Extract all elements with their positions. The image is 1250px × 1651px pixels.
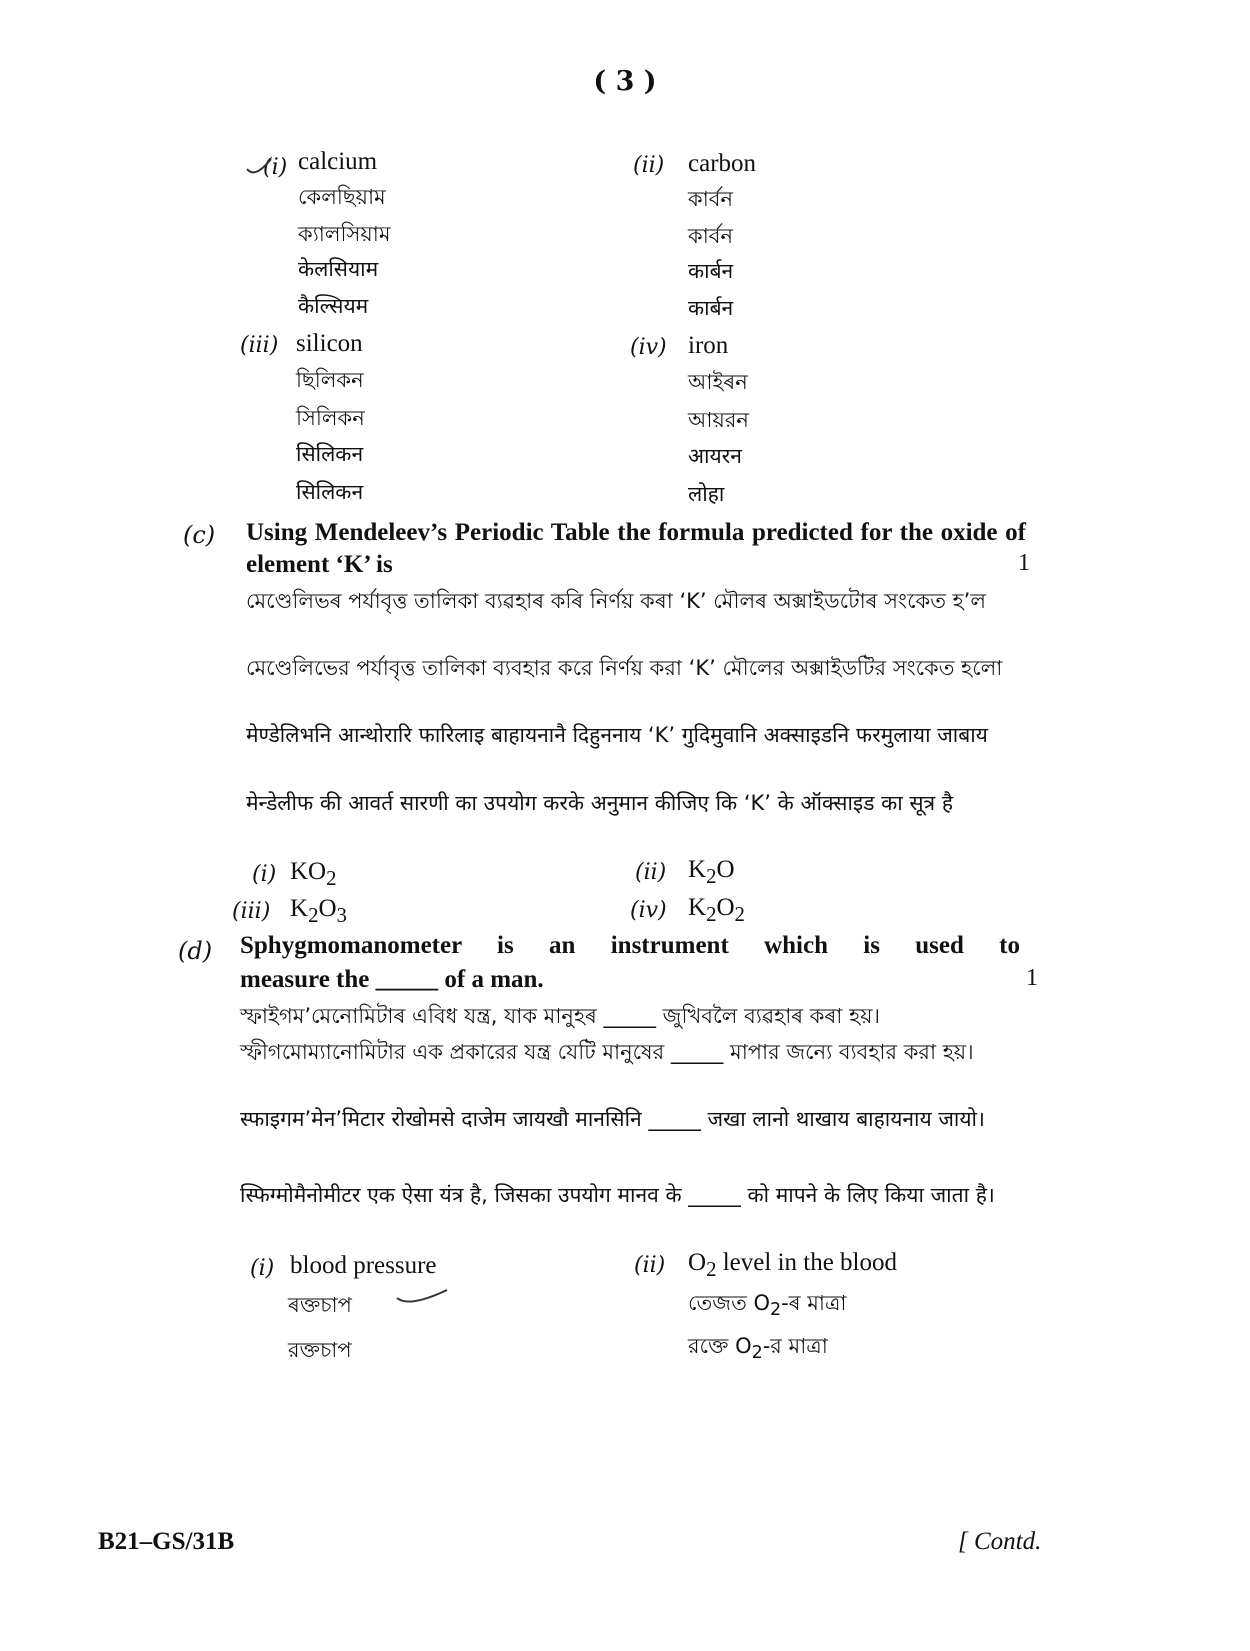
option-hindi: सिलिकन bbox=[296, 480, 364, 504]
question-label: (d) bbox=[178, 937, 213, 965]
question-text-english: Using Mendeleev’s Periodic Table the formula predicted for the oxide of element ‘K’ is bbox=[246, 519, 1026, 578]
marks: 1 bbox=[1026, 965, 1038, 991]
option-label: (iii) bbox=[232, 899, 271, 924]
option-hindi: लोहा bbox=[688, 482, 725, 506]
option-bodo: कार्बन bbox=[688, 259, 734, 283]
option-english: iron bbox=[688, 332, 729, 359]
option-label: (i) bbox=[263, 155, 288, 180]
option-bengali: ক্যালসিয়াম bbox=[298, 222, 391, 246]
option-bodo: आयरन bbox=[688, 444, 742, 468]
option-hindi: कार्बन bbox=[688, 296, 734, 320]
checkmark-icon bbox=[395, 1288, 451, 1310]
page-number: ( 3 ) bbox=[593, 66, 657, 97]
continued-note: [ Contd. bbox=[958, 1528, 1042, 1555]
option-label: (i) bbox=[252, 862, 277, 887]
question-text-hindi: स्फिग्मोमैनोमीटर एक ऐसा यंत्र है, जिसका उपयोग मानव के _____ को मापने के लिए किया जाता है। bbox=[240, 1183, 995, 1207]
option-bodo: केलसियाम bbox=[298, 257, 379, 281]
question-text-bodo: स्फाइगम’मेन’मिटार रोखोमसे दाजेम जायखौ मानसिनि _____ जखा लानो थाखाय बाहायनाय जायो। bbox=[240, 1107, 985, 1131]
option-formula: $K_2O$ bbox=[688, 856, 735, 888]
option-assamese: কেলছিয়াম bbox=[298, 185, 386, 209]
option-label: (ii) bbox=[635, 860, 667, 885]
question-text-bengali: স্ফীগমোম্যানোমিটার এক প্রকারের যন্ত্র যেটি মানুষের _____ মাপার জন্যে ব্যবহার করা হয়। bbox=[240, 1040, 974, 1064]
marks: 1 bbox=[1018, 550, 1030, 576]
option-bodo: सिलिकन bbox=[296, 442, 364, 466]
option-bengali: সিলিকন bbox=[296, 406, 365, 430]
option-formula: $K_2O_2$ bbox=[688, 894, 745, 926]
option-english: silicon bbox=[296, 330, 363, 357]
option-bengali: আয়রন bbox=[688, 408, 749, 432]
option-label: (ii) bbox=[633, 153, 665, 178]
option-hindi: कैल्सियम bbox=[298, 294, 369, 318]
question-text-assamese: স্ফাইগম’মেনোমিটাৰ এবিধ যন্ত্ৰ, যাক মানুহৰ _____ জুখিবলৈ ব্যৱহাৰ কৰা হয়। bbox=[240, 1004, 880, 1028]
question-text-bodo: मेण्डेलिभनि आन्थोरारि फारिलाइ बाहायनानै दिहुननाय ‘K’ गुदिमुवानि अक्साइडनि फरमुलाया जाबाय bbox=[246, 723, 988, 747]
option-formula: $KO_2$ bbox=[290, 858, 337, 890]
question-text-english-line1: Sphygmomanometer is an instrument which is used to bbox=[240, 932, 1020, 959]
option-label: (iv) bbox=[630, 898, 667, 923]
option-assamese: ছিলিকন bbox=[296, 368, 364, 392]
option-bengali: কার্বন bbox=[688, 224, 734, 248]
checkmark-icon bbox=[245, 155, 275, 181]
option-label: (ii) bbox=[634, 1253, 666, 1278]
option-assamese: তেজত $O_2-ৰ$ মাত্ৰা bbox=[688, 1291, 847, 1321]
option-english: calcium bbox=[298, 148, 378, 175]
question-text-english-line2: measure the _____ of a man. bbox=[240, 966, 544, 993]
option-label: (i) bbox=[250, 1256, 275, 1281]
option-assamese: কাৰ্বন bbox=[688, 187, 734, 211]
option-bengali: রক্তচাপ bbox=[288, 1338, 352, 1362]
option-assamese: আইৰন bbox=[688, 370, 748, 394]
paper-code: B21–GS/31B bbox=[98, 1528, 235, 1555]
option-bengali: রক্তে $O_2-র$ মাত্রা bbox=[688, 1334, 828, 1364]
option-english: blood pressure bbox=[290, 1252, 437, 1279]
question-text-hindi: मेन्डेलीफ की आवर्त सारणी का उपयोग करके अनुमान कीजिए कि ‘K’ के ऑक्साइड का सूत्र है bbox=[246, 791, 953, 815]
option-english: $O_2$ level in the blood bbox=[688, 1249, 898, 1281]
question-label: (c) bbox=[183, 521, 216, 549]
question-text-bengali: মেণ্ডেলিভের পর্যাবৃত্ত তালিকা ব্যবহার করে নির্ণয় করা ‘K’ মৌলের অক্সাইডটির সংকেত হলো bbox=[246, 656, 1003, 680]
question-text-assamese: মেণ্ডেলিভৰ পৰ্যাবৃত্ত তালিকা ব্যৱহাৰ কৰি নিৰ্ণয় কৰা ‘K’ মৌলৰ অক্সাইডটোৰ সংকেত হ’ল bbox=[246, 589, 986, 613]
option-assamese: ৰক্তচাপ bbox=[288, 1293, 352, 1317]
option-formula: $K_2O_3$ bbox=[290, 895, 347, 927]
option-label: (iii) bbox=[240, 333, 279, 358]
option-english: carbon bbox=[688, 150, 757, 177]
option-label: (iv) bbox=[630, 335, 667, 360]
